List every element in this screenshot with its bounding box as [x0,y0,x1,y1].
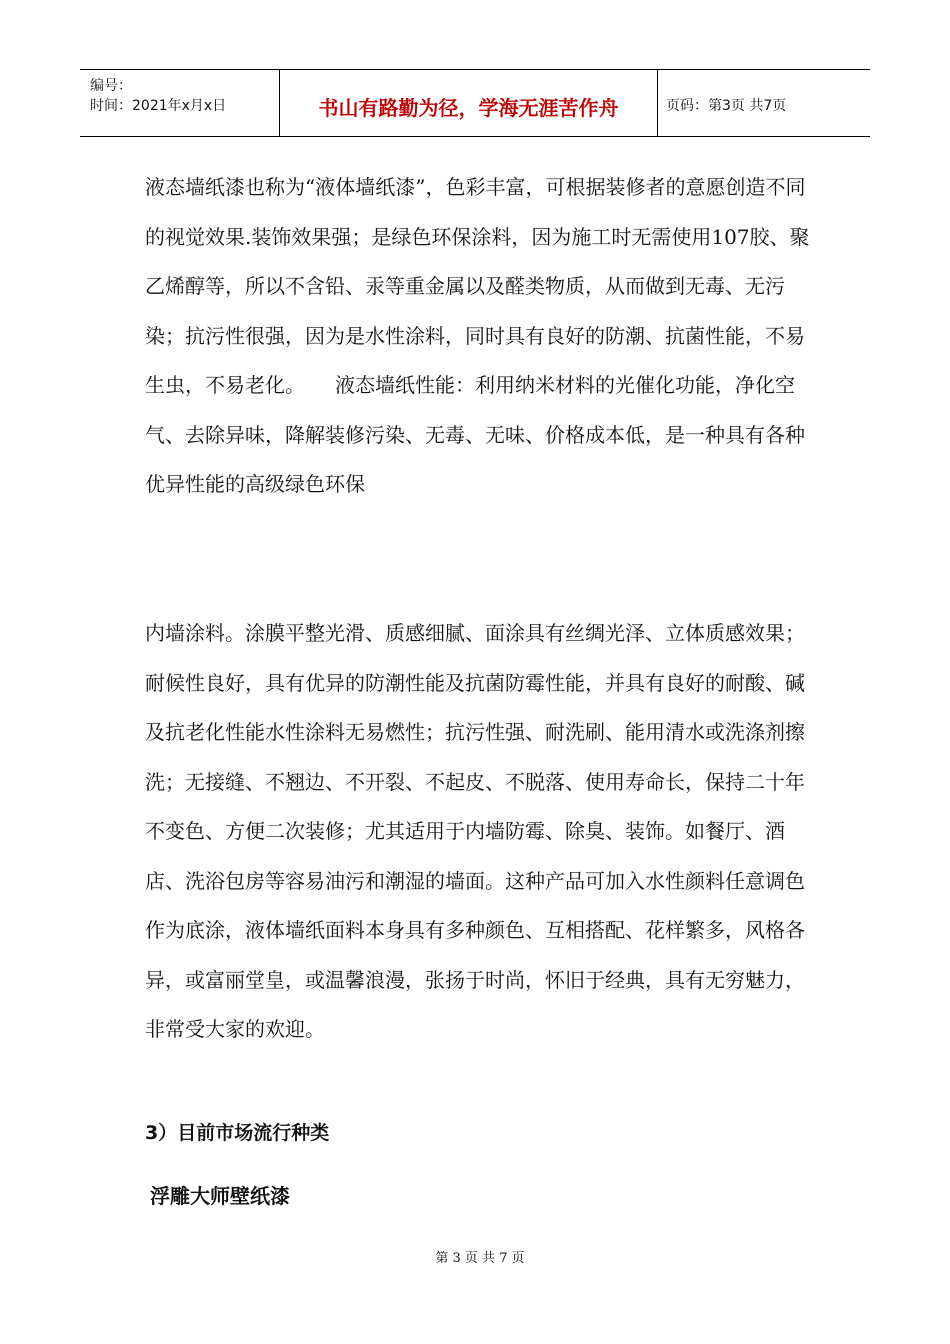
header-motto: 书山有路勤为径，学海无涯苦作舟 [280,70,658,136]
paragraph-liquid-wallpaper: 液态墙纸漆也称为“液体墙纸漆”，色彩丰富，可根据装修者的意愿创造不同的视觉效果.装饰效果强；是绿色环保涂料，因为施工时无需使用107胶、聚乙烯醇等，所以不含铅、汞等重金属以及醛类物质，从而做到无毒、无污染；抗污性很强，因为是水性涂料，同时具有良好的防潮、抗菌性能，不易生虫，不易老化。 液态墙纸性能：利用纳米材料的光催化功能，净化空气、去除异味，降解装修污染、无毒、无味、价格成本低，是一种具有各种优异性能的高级绿色环保 [145,175,810,496]
header-page-info: 页码：第3页 共7页 [666,98,787,114]
page-footer: 第 3 页 共 7 页 [435,1251,525,1266]
page-header [80,69,870,137]
product-heading: 浮雕大师壁纸漆 [150,1184,290,1208]
document-number-label: 编号： [90,78,132,94]
header-meta [80,70,280,136]
document-date: 时间：2021年x月x日 [90,98,227,114]
section-heading: 3）目前市场流行种类 [145,1122,330,1144]
paragraph-interior-coating: 内墙涂料。涂膜平整光滑、质感细腻、面涂具有丝绸光泽、立体质感效果；耐候性良好，具有优异的防潮性能及抗菌防霉性能，并具有良好的耐酸、碱及抗老化性能水性涂料无易燃性；抗污性强、耐洗刷、能用清水或洗涤剂擦洗；无接缝、不翘边、不开裂、不起皮、不脱落、使用寿命长，保持二十年不变色、方便二次装修；尤其适用于内墙防霉、除臭、装饰。如餐厅、酒店、洗浴包房等容易油污和潮湿的墙面。这种产品可加入水性颜料任意调色作为底涂，液体墙纸面料本身具有多种颜色、互相搭配、花样繁多，风格各异，或富丽堂皇，或温馨浪漫，张扬于时尚，怀旧于经典，具有无穷魅力，非常受大家的欢迎。 [145,621,805,1041]
